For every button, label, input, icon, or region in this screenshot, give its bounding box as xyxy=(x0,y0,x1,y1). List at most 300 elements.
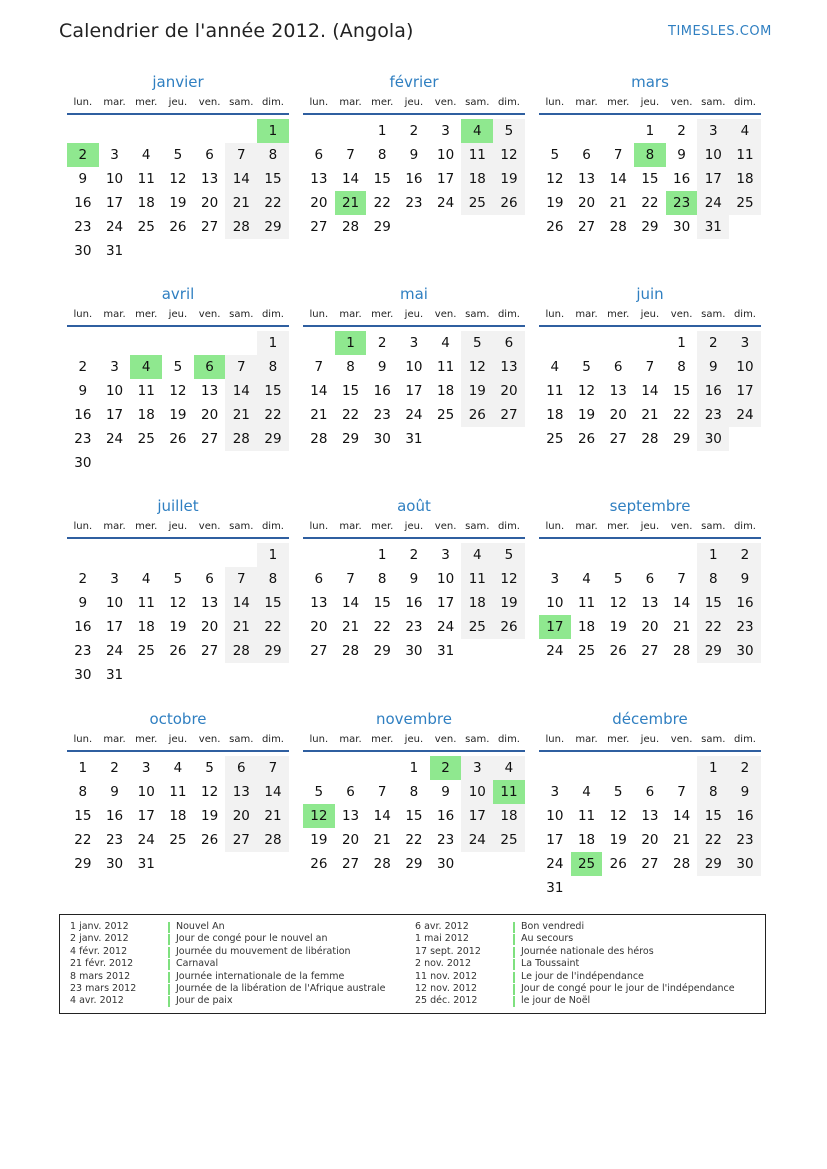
day-cell: 14 xyxy=(341,595,360,611)
weekend-day-cell: 4 xyxy=(493,756,525,780)
day-cell: 10 xyxy=(546,595,564,611)
day-cell: 24 xyxy=(546,856,564,872)
weekday-header xyxy=(303,307,525,327)
weekday-label: mar. xyxy=(103,309,126,320)
weekday-label: sam. xyxy=(229,97,254,108)
day-cell: 23 xyxy=(405,619,423,635)
day-cell: 2 xyxy=(110,760,119,776)
weekend-day-cell: 4 xyxy=(461,543,493,567)
empty-day-cell xyxy=(257,239,289,263)
weekend-day-cell: 29 xyxy=(257,215,289,239)
day-cell: 5 xyxy=(173,147,183,163)
empty-day-cell xyxy=(634,331,666,355)
empty-day-cell xyxy=(430,427,462,451)
empty-day-cell xyxy=(257,852,289,876)
day-cell: 1 xyxy=(677,335,686,351)
weekday-label: lun. xyxy=(309,521,329,532)
day-cell: 6 xyxy=(314,571,324,587)
weekday-label: sam. xyxy=(465,521,490,532)
weekday-label: sam. xyxy=(229,309,254,320)
day-cell: 10 xyxy=(105,171,124,187)
holiday-day-cell: 1 xyxy=(257,119,289,143)
weekend-day-cell: 7 xyxy=(225,567,257,591)
day-cell: 13 xyxy=(341,808,360,824)
day-cell: 24 xyxy=(437,619,455,635)
weekend-day-cell: 4 xyxy=(729,119,761,143)
weekday-label: sam. xyxy=(465,734,490,745)
week-row xyxy=(67,355,289,379)
weekday-label: jeu. xyxy=(640,97,660,108)
day-cell: 15 xyxy=(373,171,391,187)
weekend-day-cell: 1 xyxy=(697,756,729,780)
legend-item xyxy=(70,983,385,995)
weekend-day-cell: 23 xyxy=(729,615,761,639)
day-cell: 24 xyxy=(405,407,423,423)
day-cell: 12 xyxy=(169,171,187,187)
day-cell: 10 xyxy=(105,595,124,611)
weekday-label: jeu. xyxy=(168,309,188,320)
holiday-day-cell: 21 xyxy=(335,191,367,215)
weekday-label: mer. xyxy=(607,521,630,532)
day-cell: 25 xyxy=(169,832,187,848)
legend-date: 1 janv. 2012 xyxy=(70,921,129,932)
empty-day-cell xyxy=(697,876,729,900)
day-cell: 10 xyxy=(546,808,564,824)
weekday-label: ven. xyxy=(434,309,457,320)
weekday-label: mar. xyxy=(339,309,362,320)
day-cell: 2 xyxy=(78,359,88,375)
empty-day-cell xyxy=(303,543,335,567)
day-cell: 3 xyxy=(550,571,560,587)
month-title: janvier xyxy=(152,73,204,91)
weekday-label: mer. xyxy=(607,309,630,320)
day-cell: 19 xyxy=(609,619,627,635)
day-cell: 3 xyxy=(110,359,119,375)
empty-day-cell xyxy=(571,119,603,143)
holiday-day-cell: 23 xyxy=(666,191,698,215)
day-cell: 14 xyxy=(310,383,328,399)
day-cell: 5 xyxy=(205,760,214,776)
day-cell: 31 xyxy=(137,856,155,872)
day-cell: 19 xyxy=(310,832,328,848)
day-cell: 11 xyxy=(577,808,596,824)
empty-day-cell xyxy=(99,119,131,143)
empty-day-cell xyxy=(162,543,194,567)
weekend-day-cell: 1 xyxy=(257,543,289,567)
day-cell: 12 xyxy=(609,595,627,611)
empty-day-cell xyxy=(335,119,367,143)
holiday-day-cell: 12 xyxy=(303,804,335,828)
empty-day-cell xyxy=(99,331,131,355)
week-row xyxy=(303,379,525,403)
empty-day-cell xyxy=(430,215,462,239)
week-row xyxy=(67,427,289,451)
day-cell: 23 xyxy=(105,832,124,848)
legend-item xyxy=(70,995,385,1007)
empty-day-cell xyxy=(257,663,289,687)
month-mars xyxy=(539,72,761,239)
weekday-label: jeu. xyxy=(640,309,660,320)
day-cell: 6 xyxy=(582,147,591,163)
day-cell: 21 xyxy=(641,407,659,423)
month-octobre xyxy=(67,709,289,876)
week-row xyxy=(67,239,289,263)
day-cell: 19 xyxy=(546,195,564,211)
day-cell: 21 xyxy=(609,195,627,211)
empty-day-cell xyxy=(99,543,131,567)
day-cell: 11 xyxy=(546,383,564,399)
day-cell: 17 xyxy=(105,407,124,423)
weekday-label: lun. xyxy=(73,521,93,532)
day-cell: 6 xyxy=(613,359,623,375)
week-row xyxy=(303,543,525,567)
legend-holiday-name: Au secours xyxy=(521,933,574,945)
day-cell: 17 xyxy=(137,808,155,824)
weekday-label: dim. xyxy=(261,309,284,320)
month-décembre xyxy=(539,709,761,900)
day-cell: 25 xyxy=(137,431,155,447)
day-cell: 20 xyxy=(641,832,659,848)
empty-day-cell xyxy=(571,756,603,780)
weekday-label: mer. xyxy=(371,734,394,745)
weekday-label: dim. xyxy=(733,309,756,320)
empty-day-cell xyxy=(729,876,761,900)
holiday-legend xyxy=(59,914,766,1014)
week-row xyxy=(539,828,761,852)
holiday-marker xyxy=(513,922,515,933)
weekday-label: sam. xyxy=(701,521,726,532)
weekend-day-cell: 24 xyxy=(461,828,493,852)
weekend-day-cell: 24 xyxy=(729,403,761,427)
weekday-label: lun. xyxy=(309,97,329,108)
day-cell: 29 xyxy=(673,431,691,447)
day-cell: 28 xyxy=(609,219,627,235)
day-cell: 22 xyxy=(373,619,391,635)
day-cell: 14 xyxy=(641,383,659,399)
legend-item xyxy=(415,971,735,983)
day-cell: 19 xyxy=(577,407,596,423)
weekday-label: lun. xyxy=(545,309,565,320)
day-cell: 18 xyxy=(437,383,455,399)
empty-day-cell xyxy=(461,639,493,663)
day-cell: 20 xyxy=(641,619,659,635)
week-row xyxy=(67,567,289,591)
weekday-label: jeu. xyxy=(168,521,188,532)
weekday-header xyxy=(303,519,525,539)
weekend-day-cell: 30 xyxy=(729,639,761,663)
weekend-day-cell: 11 xyxy=(461,143,493,167)
legend-item xyxy=(415,983,735,995)
day-cell: 30 xyxy=(373,431,391,447)
holiday-marker xyxy=(168,959,170,970)
week-row xyxy=(303,567,525,591)
week-row xyxy=(67,403,289,427)
day-cell: 20 xyxy=(310,195,328,211)
empty-day-cell xyxy=(162,663,194,687)
week-row xyxy=(539,780,761,804)
holiday-marker xyxy=(513,984,515,995)
empty-day-cell xyxy=(225,239,257,263)
day-cell: 27 xyxy=(201,219,219,235)
week-row xyxy=(67,543,289,567)
week-row xyxy=(303,427,525,451)
day-cell: 31 xyxy=(105,243,124,259)
weekday-label: sam. xyxy=(701,309,726,320)
day-cell: 29 xyxy=(373,219,391,235)
weekend-day-cell: 8 xyxy=(257,567,289,591)
day-cell: 20 xyxy=(341,832,360,848)
day-cell: 1 xyxy=(377,547,387,563)
weekend-day-cell: 3 xyxy=(697,119,729,143)
weekend-day-cell: 27 xyxy=(225,828,257,852)
legend-date: 8 mars 2012 xyxy=(70,970,131,982)
week-row xyxy=(303,143,525,167)
day-cell: 6 xyxy=(645,784,655,800)
weekend-day-cell: 26 xyxy=(493,615,525,639)
day-cell: 8 xyxy=(377,147,387,163)
weekend-day-cell: 9 xyxy=(697,355,729,379)
weekday-header xyxy=(303,732,525,752)
week-row xyxy=(67,143,289,167)
day-cell: 10 xyxy=(137,784,155,800)
legend-item xyxy=(415,946,735,958)
weekday-label: jeu. xyxy=(168,734,188,745)
day-cell: 26 xyxy=(169,431,187,447)
month-title: mars xyxy=(631,73,669,91)
weekend-day-cell: 18 xyxy=(493,804,525,828)
week-row xyxy=(67,591,289,615)
day-cell: 26 xyxy=(169,643,187,659)
weekend-day-cell: 10 xyxy=(461,780,493,804)
day-cell: 18 xyxy=(577,619,596,635)
day-cell: 22 xyxy=(74,832,92,848)
weekday-label: mer. xyxy=(607,97,630,108)
week-row xyxy=(539,119,761,143)
legend-holiday-name: Jour de paix xyxy=(176,995,233,1007)
day-cell: 30 xyxy=(105,856,124,872)
weekend-day-cell: 9 xyxy=(729,567,761,591)
weekday-label: mar. xyxy=(103,521,126,532)
weekend-day-cell: 29 xyxy=(697,852,729,876)
day-cell: 5 xyxy=(314,784,324,800)
day-cell: 22 xyxy=(373,195,391,211)
day-cell: 1 xyxy=(645,123,655,139)
empty-day-cell xyxy=(602,543,634,567)
empty-day-cell xyxy=(130,119,162,143)
weekend-day-cell: 12 xyxy=(461,355,493,379)
day-cell: 8 xyxy=(346,359,355,375)
weekend-day-cell: 22 xyxy=(697,615,729,639)
empty-day-cell xyxy=(666,543,698,567)
weekend-day-cell: 11 xyxy=(729,143,761,167)
day-cell: 4 xyxy=(582,784,591,800)
day-cell: 2 xyxy=(677,123,686,139)
day-cell: 15 xyxy=(373,595,391,611)
holiday-day-cell: 2 xyxy=(430,756,462,780)
day-cell: 23 xyxy=(74,643,92,659)
day-cell: 17 xyxy=(437,171,455,187)
weekend-day-cell: 10 xyxy=(697,143,729,167)
month-novembre xyxy=(303,709,525,876)
empty-day-cell xyxy=(398,215,430,239)
day-cell: 9 xyxy=(78,171,88,187)
holiday-day-cell: 8 xyxy=(634,143,666,167)
week-row xyxy=(67,167,289,191)
weekend-day-cell: 22 xyxy=(697,828,729,852)
weekday-label: mer. xyxy=(135,734,158,745)
weekend-day-cell: 16 xyxy=(729,804,761,828)
weekday-label: jeu. xyxy=(640,734,660,745)
brand-link[interactable]: TIMESLES.COM xyxy=(668,24,772,39)
weekday-label: jeu. xyxy=(168,97,188,108)
weekend-day-cell: 5 xyxy=(493,119,525,143)
legend-holiday-name: Bon vendredi xyxy=(521,921,585,932)
empty-day-cell xyxy=(67,119,99,143)
weekend-day-cell: 30 xyxy=(697,427,729,451)
day-cell: 17 xyxy=(105,195,124,211)
weekend-day-cell: 15 xyxy=(257,591,289,615)
empty-day-cell xyxy=(602,119,634,143)
weekday-label: dim. xyxy=(261,734,284,745)
day-cell: 17 xyxy=(405,383,423,399)
week-row xyxy=(67,663,289,687)
week-row xyxy=(539,143,761,167)
weekend-day-cell: 22 xyxy=(257,615,289,639)
day-cell: 16 xyxy=(405,595,423,611)
weekday-label: mar. xyxy=(575,734,598,745)
month-title: septembre xyxy=(609,497,691,515)
weekend-day-cell: 19 xyxy=(493,167,525,191)
empty-day-cell xyxy=(634,543,666,567)
day-cell: 11 xyxy=(137,595,155,611)
empty-day-cell xyxy=(493,852,525,876)
day-cell: 24 xyxy=(546,643,564,659)
weekend-day-cell: 28 xyxy=(257,828,289,852)
empty-day-cell xyxy=(194,119,226,143)
day-cell: 26 xyxy=(310,856,328,872)
legend-date: 2 janv. 2012 xyxy=(70,933,129,945)
day-cell: 28 xyxy=(341,643,360,659)
holiday-day-cell: 17 xyxy=(539,615,571,639)
weekend-day-cell: 13 xyxy=(493,355,525,379)
day-cell: 12 xyxy=(577,383,596,399)
weekend-day-cell: 11 xyxy=(461,567,493,591)
month-septembre xyxy=(539,496,761,663)
weekday-header xyxy=(303,95,525,115)
day-cell: 6 xyxy=(205,571,214,587)
day-cell: 9 xyxy=(441,784,450,800)
weekend-day-cell: 15 xyxy=(257,167,289,191)
day-cell: 29 xyxy=(74,856,92,872)
weekend-day-cell: 22 xyxy=(257,191,289,215)
day-cell: 3 xyxy=(110,147,119,163)
empty-day-cell xyxy=(461,215,493,239)
weekday-header xyxy=(539,732,761,752)
day-cell: 4 xyxy=(582,571,591,587)
day-cell: 4 xyxy=(441,335,450,351)
day-cell: 13 xyxy=(641,808,659,824)
weekend-day-cell: 7 xyxy=(257,756,289,780)
day-cell: 10 xyxy=(405,359,423,375)
day-cell: 10 xyxy=(105,383,124,399)
weekend-day-cell: 30 xyxy=(729,852,761,876)
week-row xyxy=(539,191,761,215)
legend-date: 1 mai 2012 xyxy=(415,933,469,945)
holiday-marker xyxy=(513,947,515,958)
weekend-day-cell: 29 xyxy=(697,639,729,663)
week-row xyxy=(303,191,525,215)
empty-day-cell xyxy=(130,451,162,475)
day-cell: 8 xyxy=(377,571,387,587)
day-cell: 7 xyxy=(346,571,355,587)
day-cell: 30 xyxy=(74,243,92,259)
empty-day-cell xyxy=(162,239,194,263)
weekday-label: dim. xyxy=(261,521,284,532)
day-cell: 6 xyxy=(645,571,655,587)
weekday-label: ven. xyxy=(198,309,221,320)
empty-day-cell xyxy=(162,331,194,355)
month-title: juin xyxy=(636,285,664,303)
day-cell: 14 xyxy=(673,808,691,824)
week-row xyxy=(539,403,761,427)
day-cell: 24 xyxy=(137,832,155,848)
legend-item xyxy=(70,933,385,945)
day-cell: 13 xyxy=(609,383,627,399)
weekend-day-cell: 9 xyxy=(729,780,761,804)
day-cell: 25 xyxy=(546,431,564,447)
holiday-day-cell: 1 xyxy=(335,331,367,355)
empty-day-cell xyxy=(194,852,226,876)
holiday-marker xyxy=(513,959,515,970)
day-cell: 16 xyxy=(405,171,423,187)
empty-day-cell xyxy=(162,119,194,143)
holiday-marker xyxy=(513,972,515,983)
weekend-day-cell: 7 xyxy=(225,143,257,167)
week-row xyxy=(539,427,761,451)
empty-day-cell xyxy=(539,756,571,780)
day-cell: 4 xyxy=(141,571,151,587)
holiday-marker xyxy=(168,922,170,933)
empty-day-cell xyxy=(194,543,226,567)
weekend-day-cell: 31 xyxy=(697,215,729,239)
weekend-day-cell: 15 xyxy=(697,804,729,828)
weekend-day-cell: 2 xyxy=(729,756,761,780)
day-cell: 29 xyxy=(373,643,391,659)
day-cell: 8 xyxy=(78,784,88,800)
day-cell: 5 xyxy=(582,359,591,375)
weekday-label: mer. xyxy=(135,97,158,108)
empty-day-cell xyxy=(303,119,335,143)
holiday-day-cell: 11 xyxy=(493,780,525,804)
weekend-day-cell: 21 xyxy=(257,804,289,828)
day-cell: 26 xyxy=(546,219,564,235)
day-cell: 18 xyxy=(137,619,155,635)
weekend-day-cell: 1 xyxy=(697,543,729,567)
page-title: Calendrier de l'année 2012. (Angola) xyxy=(59,20,414,42)
day-cell: 13 xyxy=(201,383,219,399)
week-row xyxy=(303,215,525,239)
weekday-label: lun. xyxy=(73,97,93,108)
legend-date: 23 mars 2012 xyxy=(70,982,137,994)
day-cell: 12 xyxy=(201,784,219,800)
holiday-marker xyxy=(168,984,170,995)
weekend-day-cell: 29 xyxy=(257,639,289,663)
day-cell: 29 xyxy=(341,431,360,447)
empty-day-cell xyxy=(225,543,257,567)
weekday-header xyxy=(539,95,761,115)
weekday-label: lun. xyxy=(309,734,329,745)
holiday-marker xyxy=(168,996,170,1007)
